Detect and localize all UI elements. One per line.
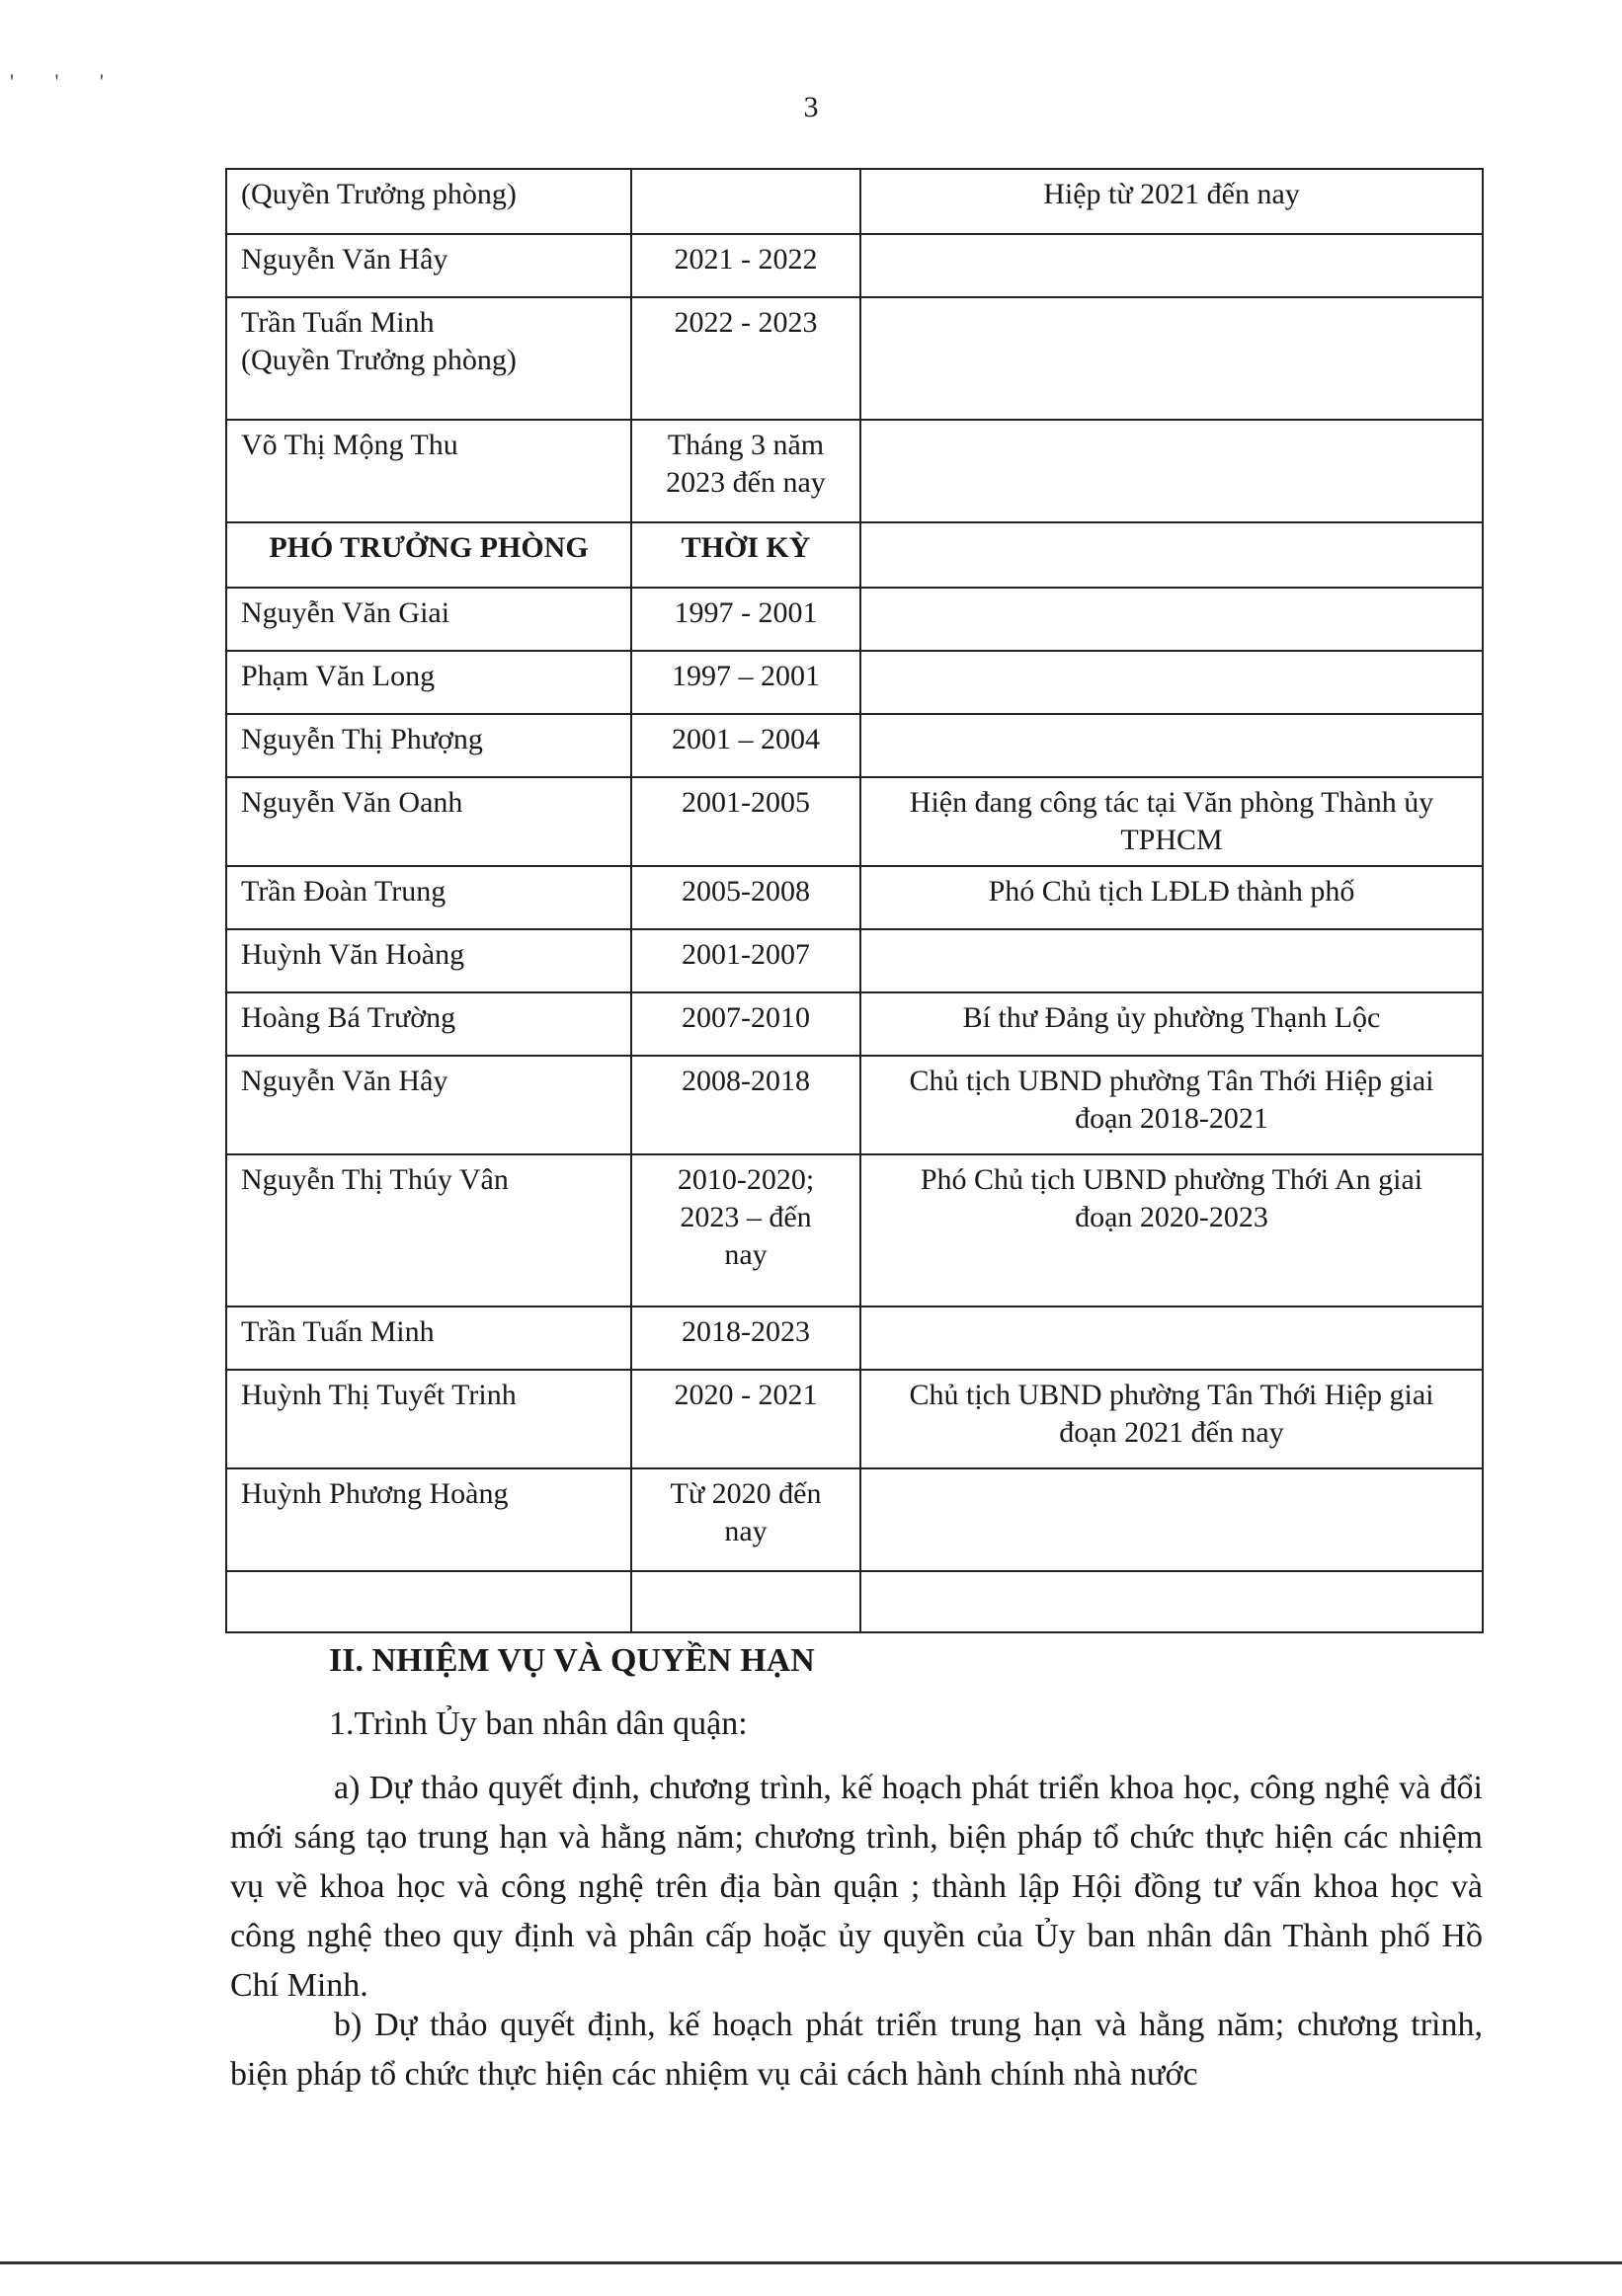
cell-line: nay — [724, 1515, 768, 1547]
cell-line: 2018-2023 — [682, 1315, 810, 1348]
cell-line: Võ Thị Mộng Thu — [241, 429, 458, 461]
period-cell — [631, 1056, 860, 1154]
cell-line: nay — [724, 1238, 768, 1271]
table-row — [226, 1154, 1483, 1306]
name-cell — [226, 929, 631, 992]
note-cell — [860, 588, 1483, 651]
period-cell — [631, 992, 860, 1056]
table-row — [226, 1571, 1483, 1632]
section-intro: 1.Trình Ủy ban nhân dân quận: — [329, 1705, 748, 1742]
period-cell — [631, 234, 860, 297]
cell-line: 2007-2010 — [682, 1001, 810, 1034]
note-cell — [860, 169, 1483, 234]
paragraph-b: b) Dự thảo quyết định, kế hoạch phát triển trung hạn và hằng năm; chương trình, biện pháp tổ chức thực hiện các nhiệm vụ cải cách hành chính nhà nước — [230, 2007, 1483, 2093]
table-row — [226, 420, 1483, 522]
cell-line: 2020 - 2021 — [674, 1379, 818, 1411]
note-cell — [860, 1056, 1483, 1154]
name-cell — [226, 588, 631, 651]
table-row — [226, 297, 1483, 420]
note-cell — [860, 992, 1483, 1056]
note-cell — [860, 651, 1483, 714]
cell-line: 2008-2018 — [682, 1065, 810, 1097]
cell-line: TPHCM — [1120, 824, 1223, 856]
name-cell — [226, 1571, 631, 1632]
cell-line: Trần Đoàn Trung — [241, 875, 446, 908]
period-cell — [631, 651, 860, 714]
cell-line: (Quyền Trưởng phòng) — [241, 344, 517, 376]
cell-line: Nguyễn Thị Phượng — [241, 723, 483, 755]
page-number: 3 — [803, 91, 819, 123]
section-heading: II. NHIỆM VỤ VÀ QUYỀN HẠN — [329, 1642, 815, 1679]
name-cell — [226, 1468, 631, 1571]
period-cell — [631, 522, 860, 588]
note-cell — [860, 929, 1483, 992]
period-cell — [631, 777, 860, 866]
cell-line: 2001 – 2004 — [672, 723, 820, 755]
name-cell — [226, 522, 631, 588]
table-row — [226, 234, 1483, 297]
note-cell — [860, 297, 1483, 420]
cell-line: 1997 - 2001 — [674, 596, 818, 629]
cell-line: Phó Chủ tịch LĐLĐ thành phố — [988, 875, 1355, 908]
cell-line: (Quyền Trưởng phòng) — [241, 178, 517, 210]
cell-line: PHÓ TRƯỞNG PHÒNG — [269, 531, 589, 564]
cell-line: 2010-2020; — [677, 1163, 815, 1196]
period-cell — [631, 1306, 860, 1370]
cell-line: Nguyễn Thị Thúy Vân — [241, 1163, 509, 1196]
table-row — [226, 714, 1483, 777]
name-cell — [226, 169, 631, 234]
name-cell — [226, 651, 631, 714]
period-cell — [631, 866, 860, 929]
note-cell — [860, 420, 1483, 522]
table-row — [226, 866, 1483, 929]
cell-line: 2005-2008 — [682, 875, 810, 908]
cell-line: Từ 2020 đến — [670, 1477, 822, 1510]
period-cell — [631, 169, 860, 234]
cell-line: Phó Chủ tịch UBND phường Thới An giai — [920, 1163, 1423, 1196]
period-cell — [631, 1370, 860, 1468]
table-header-row — [226, 522, 1483, 588]
table-row — [226, 169, 1483, 234]
cell-line: Huỳnh Phương Hoàng — [241, 1477, 509, 1510]
note-cell — [860, 714, 1483, 777]
period-cell — [631, 297, 860, 420]
cell-line: Nguyễn Văn Oanh — [241, 786, 463, 819]
cell-line: Bí thư Đảng ủy phường Thạnh Lộc — [962, 1001, 1381, 1034]
table-body — [226, 169, 1483, 1632]
table-row — [226, 992, 1483, 1056]
cell-line: Huỳnh Thị Tuyết Trinh — [241, 1379, 517, 1411]
name-cell — [226, 420, 631, 522]
cell-line: Chủ tịch UBND phường Tân Thới Hiệp giai — [909, 1065, 1434, 1097]
note-cell — [860, 234, 1483, 297]
scan-artifact: ' ' ' — [10, 69, 122, 94]
note-cell — [860, 777, 1483, 866]
cell-line: Chủ tịch UBND phường Tân Thới Hiệp giai — [909, 1379, 1434, 1411]
cell-line: Nguyễn Văn Hây — [241, 243, 448, 276]
cell-line: Hiện đang công tác tại Văn phòng Thành ủy — [909, 786, 1434, 819]
cell-line: Nguyễn Văn Hây — [241, 1065, 448, 1097]
note-cell — [860, 1468, 1483, 1571]
cell-line: Tháng 3 năm — [667, 429, 825, 461]
cell-line: đoạn 2018-2021 — [1075, 1102, 1268, 1135]
table-row — [226, 777, 1483, 866]
name-cell — [226, 1056, 631, 1154]
note-cell — [860, 1571, 1483, 1632]
period-cell — [631, 714, 860, 777]
cell-line: 2001-2007 — [682, 938, 810, 971]
paragraph-a: a) Dự thảo quyết định, chương trình, kế hoạch phát triển khoa học, công nghệ và đổi mới sáng tạo trung hạn và hằng năm; chương trình, biện pháp tổ chức thực hiện các nhiệm vụ về khoa học và công nghệ trên địa bàn quận ; thành lập Hội đồng tư vấn khoa học và công nghệ theo quy định và phân cấp hoặc ủy quyền của Ủy ban nhân dân Thành phố Hồ Chí Minh. — [230, 1770, 1483, 2004]
note-cell — [860, 1154, 1483, 1306]
table-row — [226, 929, 1483, 992]
staff-history-table — [225, 168, 1484, 1633]
note-cell — [860, 522, 1483, 588]
period-cell — [631, 420, 860, 522]
note-cell — [860, 1370, 1483, 1468]
cell-line: 2001-2005 — [682, 786, 810, 819]
cell-line: THỜI KỲ — [681, 531, 811, 564]
period-cell — [631, 588, 860, 651]
name-cell — [226, 234, 631, 297]
name-cell — [226, 1370, 631, 1468]
cell-line: Huỳnh Văn Hoàng — [241, 938, 465, 971]
note-cell — [860, 866, 1483, 929]
period-cell — [631, 1468, 860, 1571]
name-cell — [226, 714, 631, 777]
cell-line: Trần Tuấn Minh — [241, 306, 435, 339]
table-row — [226, 1056, 1483, 1154]
cell-line: 2022 - 2023 — [674, 306, 818, 339]
cell-line: Trần Tuấn Minh — [241, 1315, 435, 1348]
cell-line: Hiệp từ 2021 đến nay — [1043, 178, 1300, 210]
table-row — [226, 1468, 1483, 1571]
period-cell — [631, 1571, 860, 1632]
period-cell — [631, 1154, 860, 1306]
bottom-rule — [0, 2261, 1622, 2264]
name-cell — [226, 777, 631, 866]
cell-line: 2021 - 2022 — [674, 243, 818, 276]
cell-line: 2023 đến nay — [666, 466, 826, 499]
cell-line: đoạn 2020-2023 — [1075, 1201, 1268, 1233]
name-cell — [226, 1154, 631, 1306]
cell-line: 1997 – 2001 — [672, 660, 820, 692]
table-row — [226, 1370, 1483, 1468]
table-row — [226, 651, 1483, 714]
name-cell — [226, 866, 631, 929]
name-cell — [226, 297, 631, 420]
name-cell — [226, 992, 631, 1056]
cell-line: 2023 – đến — [680, 1201, 812, 1233]
period-cell — [631, 929, 860, 992]
table-row — [226, 588, 1483, 651]
table-row — [226, 1306, 1483, 1370]
cell-line: đoạn 2021 đến nay — [1059, 1416, 1284, 1449]
cell-line: Phạm Văn Long — [241, 660, 436, 692]
note-cell — [860, 1306, 1483, 1370]
cell-line: Hoàng Bá Trường — [241, 1001, 456, 1034]
cell-line: Nguyễn Văn Giai — [241, 596, 450, 629]
name-cell — [226, 1306, 631, 1370]
